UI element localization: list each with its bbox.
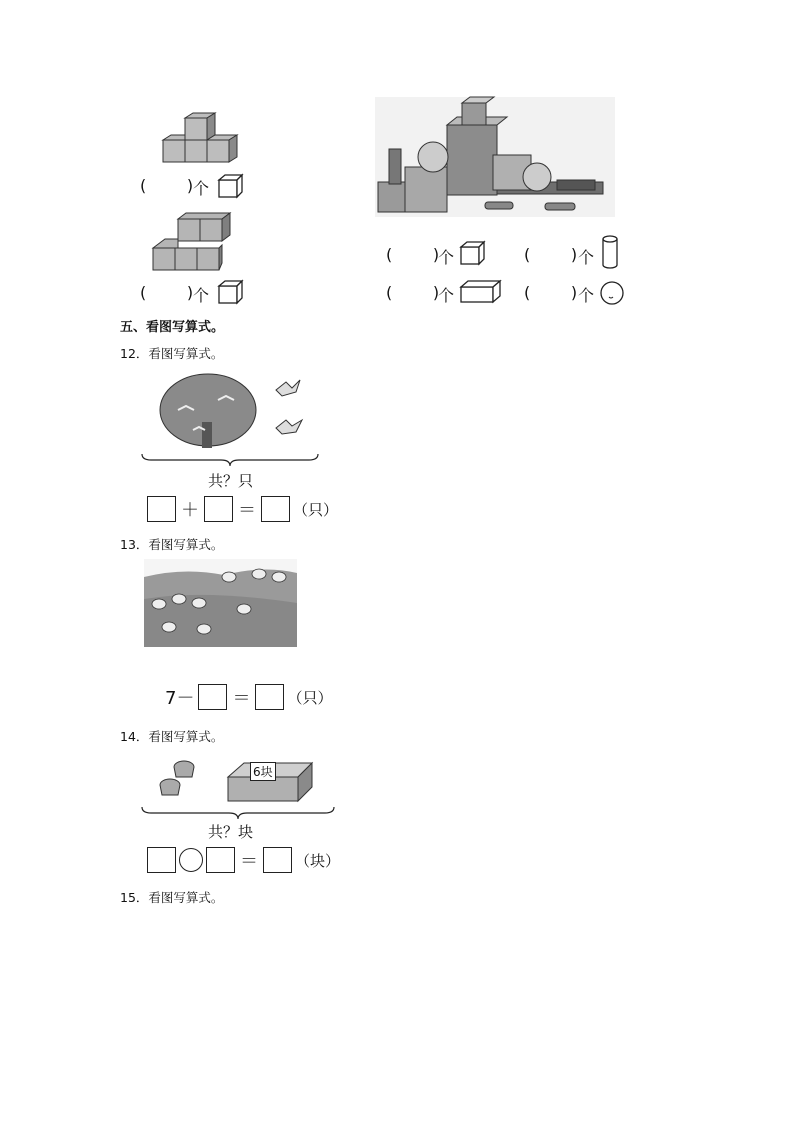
- equation-13: [165, 684, 332, 710]
- answer-box[interactable]: [147, 847, 176, 873]
- equals-sign: ＝: [238, 500, 256, 521]
- answer-box[interactable]: [198, 684, 227, 710]
- unit-label: （只）: [287, 688, 333, 707]
- question-14-label: 14．看图写算式。: [120, 729, 224, 744]
- answer-box[interactable]: [147, 496, 176, 522]
- brace: [141, 452, 319, 468]
- cube-stack-figure-2: [150, 213, 245, 275]
- equation-14: [147, 847, 340, 873]
- question-12-label: 12．看图写算式。: [120, 346, 224, 361]
- question-15-label: 15．看图写算式。: [120, 890, 224, 905]
- answer-blank[interactable]: ( ): [524, 283, 578, 302]
- solids-figure: [375, 97, 615, 217]
- answer-blank[interactable]: ( ): [386, 283, 440, 302]
- question-13-label: 13．看图写算式。: [120, 537, 224, 552]
- brace-text: 共？块: [208, 823, 254, 841]
- cube-icon: [218, 280, 244, 304]
- equals-sign: ＝: [232, 688, 251, 709]
- ge-label: 个: [578, 248, 595, 267]
- equation-12: [147, 496, 338, 522]
- unit-label: （只）: [293, 500, 339, 519]
- operator-circle[interactable]: [179, 848, 203, 872]
- brace: [141, 805, 335, 821]
- answer-box[interactable]: [206, 847, 235, 873]
- answer-box[interactable]: [261, 496, 290, 522]
- brace-text: 共？只: [208, 472, 254, 490]
- answer-blank[interactable]: ( ): [386, 245, 440, 264]
- cakes-figure: [158, 755, 228, 801]
- answer-blank[interactable]: ( ): [524, 245, 578, 264]
- equation-prefix: 7－: [165, 688, 195, 709]
- ge-label: 个: [578, 286, 595, 305]
- cuboid-icon: [460, 280, 502, 304]
- ge-label: 个: [193, 179, 210, 198]
- cube-icon: [460, 241, 486, 265]
- answer-box[interactable]: [255, 684, 284, 710]
- answer-blank[interactable]: ( ): [140, 283, 194, 302]
- plus-sign: ＋: [181, 500, 199, 521]
- cube-stack-figure-1: [160, 113, 240, 168]
- equals-sign: ＝: [240, 851, 258, 872]
- sphere-icon: [599, 280, 625, 306]
- tree-birds-figure: [158, 370, 318, 452]
- cylinder-icon: [601, 235, 619, 269]
- ge-label: 个: [193, 286, 210, 305]
- ge-label: 个: [438, 286, 455, 305]
- ge-label: 个: [438, 248, 455, 267]
- section-title: 五、看图写算式。: [120, 320, 225, 335]
- answer-box[interactable]: [263, 847, 292, 873]
- unit-label: （块）: [295, 851, 341, 870]
- answer-box[interactable]: [204, 496, 233, 522]
- cube-icon: [218, 174, 244, 198]
- cake-box-label: 6块: [250, 762, 276, 781]
- answer-blank[interactable]: ( ): [140, 176, 194, 195]
- rabbits-figure: [144, 559, 297, 647]
